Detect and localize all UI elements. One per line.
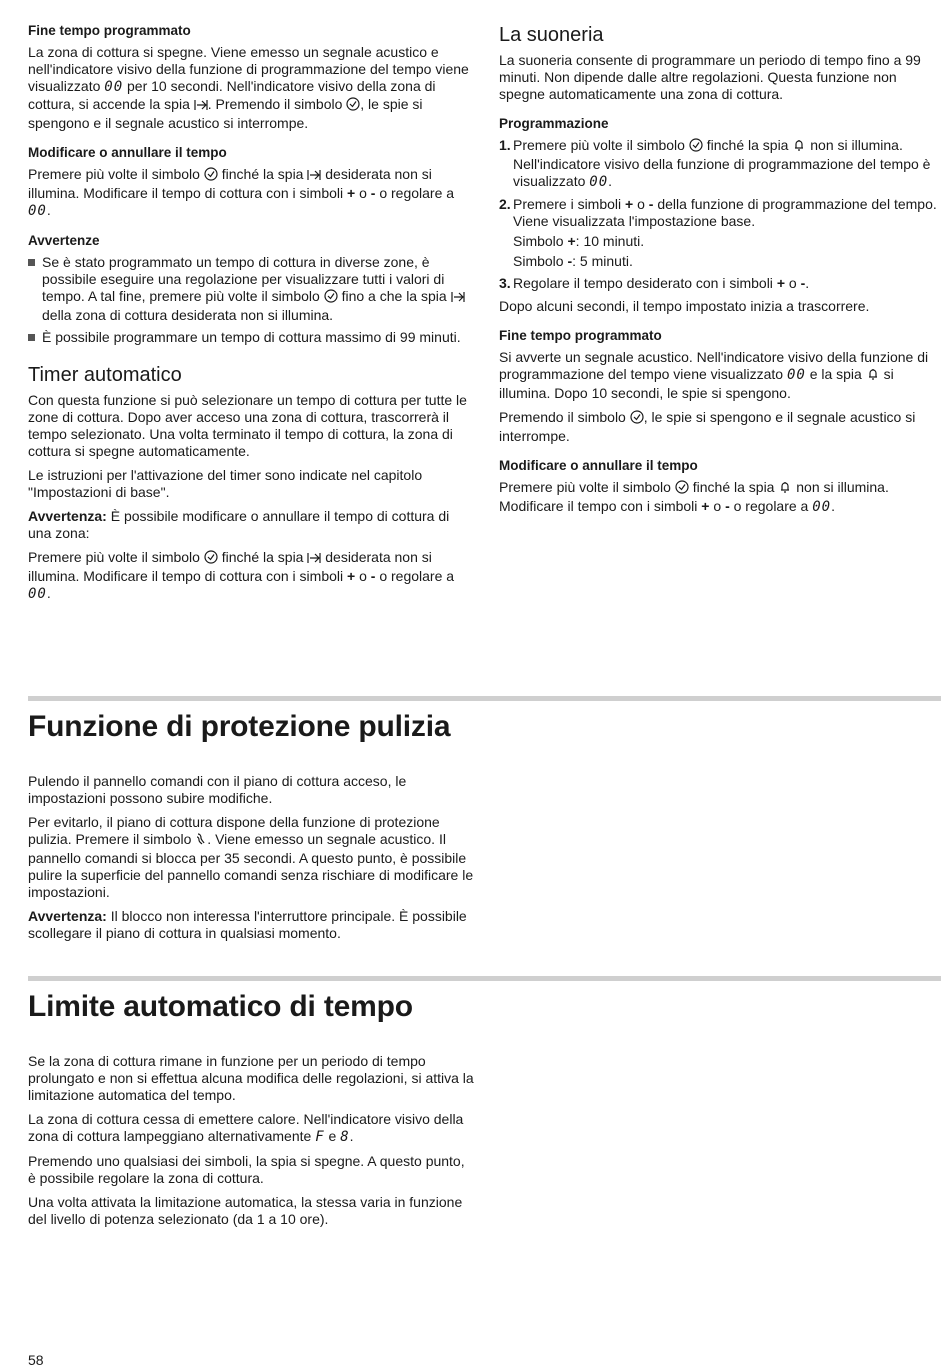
minus-symbol: - bbox=[800, 275, 806, 291]
timer-paragraph-2: Le istruzioni per l'attivazione del timer sono indicate nel capitolo "Impostazioni di base". bbox=[28, 467, 423, 500]
minus-default-line: Simbolo -: 5 minuti. bbox=[513, 253, 633, 269]
fine-tempo-paragraph-2: Premendo il simbolo , le spie si spengono e il segnale acustico si interrompe. bbox=[499, 409, 916, 444]
modificare-heading: Modificare o annullare il tempo bbox=[499, 458, 698, 473]
display-00-symbol: 00 bbox=[786, 367, 806, 383]
timer-modificare-paragraph: Premere più volte il simbolo finché la spia desiderata non si illumina. Modificare il tempo di cottura con i simboli + o - o regolare a 00. bbox=[28, 549, 455, 602]
avvertenze-heading: Avvertenze bbox=[28, 233, 100, 248]
minus-symbol: - bbox=[370, 568, 376, 584]
bell-icon bbox=[866, 367, 880, 385]
list-item: È possibile programmare un tempo di cottura massimo di 99 minuti. bbox=[28, 329, 470, 346]
protezione-avvertenza: Avvertenza: Il blocco non interessa l'interruttore principale. È possibile scollegare il piano di cottura in qualsiasi momento. bbox=[28, 908, 467, 941]
limite-paragraph-1: Se la zona di cottura rimane in funzione per un periodo di tempo prolungato e non si effettua alcuna modifica delle regolazioni, si attiva la limitazione automatica del tempo. bbox=[28, 1053, 474, 1103]
display-00-symbol: 00 bbox=[104, 79, 124, 95]
timer-clock-icon bbox=[346, 97, 360, 115]
timer-clock-icon bbox=[675, 480, 689, 498]
bullet-square-icon bbox=[28, 334, 35, 341]
protezione-heading: Funzione di protezione pulizia bbox=[28, 710, 451, 743]
bell-icon bbox=[792, 138, 806, 156]
protezione-section bbox=[28, 696, 941, 949]
plus-symbol: + bbox=[625, 196, 634, 212]
protezione-body bbox=[28, 773, 476, 942]
timer-automatico-heading: Timer automatico bbox=[28, 364, 182, 386]
after-steps-paragraph: Dopo alcuni secondi, il tempo impostato inizia a trascorrere. bbox=[499, 298, 870, 314]
limite-heading: Limite automatico di tempo bbox=[28, 990, 413, 1023]
plus-symbol: + bbox=[347, 568, 356, 584]
display-f-symbol: F bbox=[315, 1129, 325, 1145]
timer-clock-icon bbox=[324, 289, 338, 307]
display-00-symbol: 00 bbox=[28, 203, 47, 219]
programmazione-heading: Programmazione bbox=[499, 116, 609, 131]
left-column bbox=[28, 22, 470, 610]
timer-avvertenza: Avvertenza: È possibile modificare o annullare il tempo di cottura di una zona: bbox=[28, 508, 450, 541]
limite-body bbox=[28, 1053, 476, 1228]
list-item: 2. Premere i simboli + o - della funzione di programmazione del tempo. Viene visualizzata l'impostazione base. Simbolo +: 10 minuti. Simbolo -: 5 minuti. bbox=[499, 196, 941, 270]
display-00-symbol: 00 bbox=[28, 586, 47, 602]
suoneria-paragraph: La suoneria consente di programmare un periodo di tempo fino a 99 minuti. Non dipende dalle altre regolazioni. Questa funzione non spegne automaticamente una zona di cottura. bbox=[499, 52, 921, 102]
limite-paragraph-4: Una volta attivata la limitazione automatica, la stessa varia in funzione del livello di potenza selezionato (da 1 a 10 ore). bbox=[28, 1194, 463, 1227]
timer-clock-icon bbox=[689, 138, 703, 156]
arrow-to-bar-icon bbox=[194, 98, 208, 115]
fine-tempo-paragraph: Si avverte un segnale acustico. Nell'indicatore visivo della funzione di programmazione del tempo viene visualizzato 00 e la spia si illumina. Dopo 10 secondi, le spie si spengono. bbox=[499, 349, 929, 401]
arrow-to-bar-icon bbox=[307, 551, 321, 568]
plus-symbol: + bbox=[347, 185, 356, 201]
fine-tempo-heading: Fine tempo programmato bbox=[28, 23, 191, 38]
modificare-paragraph: Premere più volte il simbolo finché la spia desiderata non si illumina. Modificare il tempo di cottura con i simboli + o - o regolare a 00. bbox=[28, 166, 455, 219]
timer-clock-icon bbox=[204, 550, 218, 568]
minus-symbol: - bbox=[370, 185, 376, 201]
fine-tempo-heading: Fine tempo programmato bbox=[499, 328, 662, 343]
bell-icon bbox=[778, 480, 792, 498]
protezione-paragraph-1: Pulendo il pannello comandi con il piano di cottura acceso, le impostazioni possono subire modifiche. bbox=[28, 773, 407, 806]
list-item: 3. Regolare il tempo desiderato con i simboli + o -. bbox=[499, 275, 810, 291]
arrow-to-bar-icon bbox=[307, 168, 321, 185]
cleaning-hand-icon bbox=[195, 832, 207, 850]
timer-clock-icon bbox=[630, 410, 644, 428]
minus-symbol: - bbox=[725, 498, 730, 514]
limite-paragraph-3: Premendo uno qualsiasi dei simboli, la spia si spegne. A questo punto, è possibile regolare la zona di cottura. bbox=[28, 1153, 465, 1186]
plus-default-line: Simbolo +: 10 minuti. bbox=[513, 233, 645, 249]
display-00-symbol: 00 bbox=[812, 499, 832, 515]
arrow-to-bar-icon bbox=[451, 290, 465, 307]
plus-symbol: + bbox=[701, 498, 710, 514]
right-column bbox=[499, 22, 941, 523]
timer-paragraph-1: Con questa funzione si può selezionare un tempo di cottura per tutte le zone di cottura. Dopo aver acceso una zona di cottura, trascorrerà il tempo selezionato. Una volta terminato il tempo di cottura, la zona di cottura si spegne automaticamente. bbox=[28, 392, 467, 459]
list-item: 1. Premere più volte il simbolo finché la spia non si illumina. Nell'indicatore visivo della funzione di programmazione del tempo è visualizzato 00. bbox=[499, 137, 931, 190]
fine-tempo-paragraph: La zona di cottura si spegne. Viene emesso un segnale acustico e nell'indicatore visivo della funzione di programmazione del tempo viene visualizzato 00 per 10 secondi. Nell'indicatore visivo della zona di cottura, si accende la spia . Premendo il simbolo , le spie si spengono e il segnale acustico si interrompe. bbox=[28, 44, 469, 131]
modificare-heading: Modificare o annullare il tempo bbox=[28, 145, 227, 160]
suoneria-heading: La suoneria bbox=[499, 24, 604, 46]
limite-section bbox=[28, 976, 941, 1235]
avvertenze-list bbox=[28, 254, 470, 346]
programmazione-steps bbox=[499, 137, 941, 292]
bullet-square-icon bbox=[28, 259, 35, 266]
protezione-paragraph-2: Per evitarlo, il piano di cottura dispone della funzione di protezione pulizia. Premere il simbolo . Viene emesso un segnale acustico. Il pannello comandi si blocca per 35 secondi. A questo punto, è possibile pulire la superficie del pannello comandi senza rischiare di modificare le impostazioni. bbox=[28, 814, 474, 900]
limite-paragraph-2: La zona di cottura cessa di emettere calore. Nell'indicatore visivo della zona di cottura lampeggiano alternativamente F e 8. bbox=[28, 1111, 464, 1145]
modificare-paragraph: Premere più volte il simbolo finché la spia non si illumina. Modificare il tempo con i simboli + o - o regolare a 00. bbox=[499, 479, 889, 515]
display-00-symbol: 00 bbox=[589, 174, 609, 190]
plus-symbol: + bbox=[776, 275, 785, 291]
timer-clock-icon bbox=[204, 167, 218, 185]
page-number: 58 bbox=[28, 1352, 44, 1368]
display-8-symbol: 8 bbox=[340, 1129, 350, 1145]
minus-symbol: - bbox=[648, 196, 654, 212]
list-item: Se è stato programmato un tempo di cottura in diverse zone, è possibile eseguire una regolazione per visualizzare tutti i valori di tempo. A tal fine, premere più volte il simbolo fino a che la spia della zona di cottura desiderata non si illumina. bbox=[28, 254, 470, 324]
